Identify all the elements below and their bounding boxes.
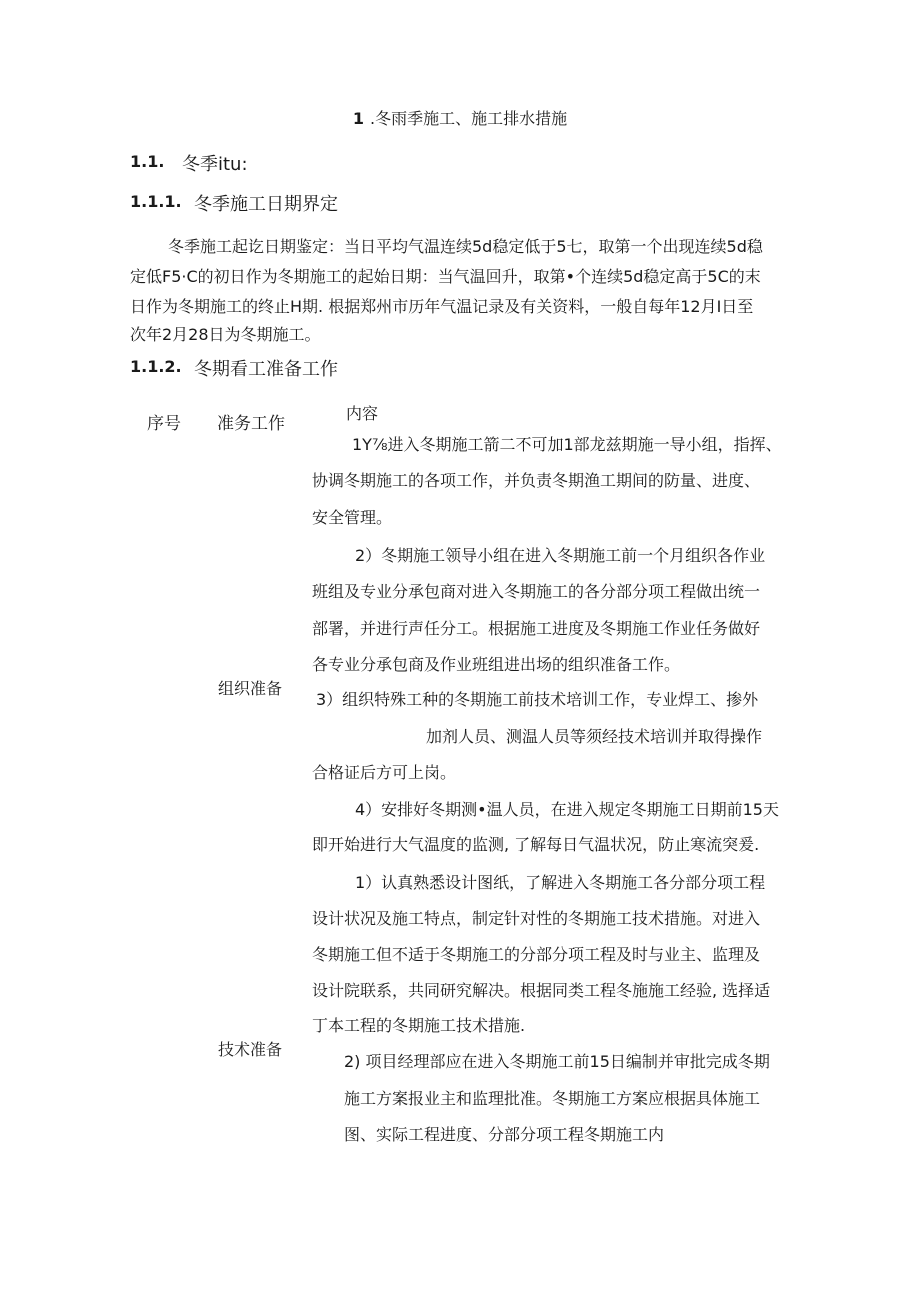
content-line: 安全管理。: [312, 508, 393, 527]
content-line: 合格证后方可上岗。: [312, 763, 457, 782]
row-label-tech: 技术准备: [218, 1040, 283, 1059]
content-line: 4）安排好冬期测•温人员，在进入规定冬期施工日期前15天: [355, 800, 779, 819]
row-label-org: 组织准备: [218, 679, 283, 698]
heading-1-1-text: 冬季itu:: [182, 154, 248, 175]
heading-1-1-2-text: 冬期看工准备工作: [194, 359, 338, 380]
content-line: 丁本工程的冬期施工技术措施.: [312, 1016, 526, 1035]
content-line: 设计院联系，共同研究解决。根据同类工程冬施施工经验, 选择适: [312, 981, 771, 1000]
paragraph-line: 日作为冬期施工的终止H期. 根据郑州市历年气温记录及有关资料，一般自每年12月I日至: [130, 297, 754, 316]
content-line: 施工方案报业主和监理批准。冬期施工方案应根据具体施工: [344, 1089, 761, 1108]
page-title: [0, 106, 920, 129]
heading-1-1-1-text: 冬季施工日期界定: [194, 194, 338, 215]
heading-1-1-2-number: 1.1.2.: [130, 357, 182, 376]
heading-1-1-number: 1.1.: [130, 152, 165, 171]
content-line: 各专业分承包商及作业班组进出场的组织准备工作。: [312, 655, 681, 674]
content-line: 班组及专业分承包商对进入冬期施工的各分部分项工程做出统一: [312, 582, 761, 601]
content-line: 1）认真熟悉设计图纸，了解进入冬期施工各分部分项工程: [355, 873, 766, 892]
content-line: 冬期施工但不适于冬期施工的分部分项工程及时与业主、监理及: [312, 945, 761, 964]
column-header-content: 内容: [346, 404, 379, 423]
heading-1-1-1-number: 1.1.1.: [130, 192, 182, 211]
title-number: 1: [352, 109, 365, 128]
content-line: 设计状况及施工特点，制定针对性的冬期施工技术措施。对进入: [312, 909, 761, 928]
column-header-task: 准务工作: [217, 414, 285, 434]
paragraph-line: 定低F5·C的初日作为冬期施工的起始日期：当气温回升，取第•个连续5d稳定高于5C的末: [130, 267, 761, 286]
content-line: 图、实际工程进度、分部分项工程冬期施工内: [344, 1125, 665, 1144]
content-line: 加剂人员、测温人员等须经技术培训并取得操作: [426, 727, 763, 746]
content-line: 2) 项目经理部应在进入冬期施工前15日编制并审批完成冬期: [344, 1052, 770, 1071]
column-header-seq: 序号: [147, 414, 181, 434]
content-line: 部署，并进行声任分工。根据施工进度及冬期施工作业任务做好: [312, 619, 761, 638]
content-line: 即开始进行大气温度的监测, 了解每日气温状况，防止寒流突爰.: [312, 835, 760, 854]
content-line: 2）冬期施工领导小组在进入冬期施工前一个月组织各作业: [355, 546, 766, 565]
content-line: 3）组织特殊工种的冬期施工前技术培训工作，专业焊工、掺外: [316, 690, 759, 709]
paragraph-line: 次年2月28日为冬期施工。: [130, 325, 321, 344]
paragraph-line: 冬季施工起讫日期鉴定：当日平均气温连续5d稳定低于5七，取第一个出现连续5d稳: [168, 237, 763, 256]
content-line: 协调冬期施工的各项工作，并负责冬期渔工期间的防量、进度、: [312, 471, 761, 490]
title-text: .冬雨季施工、施工排水措施: [370, 109, 568, 128]
content-line: 1Y⅞进入冬期施工箭二不可加1部龙兹期施一导小组，指挥、: [352, 435, 782, 454]
